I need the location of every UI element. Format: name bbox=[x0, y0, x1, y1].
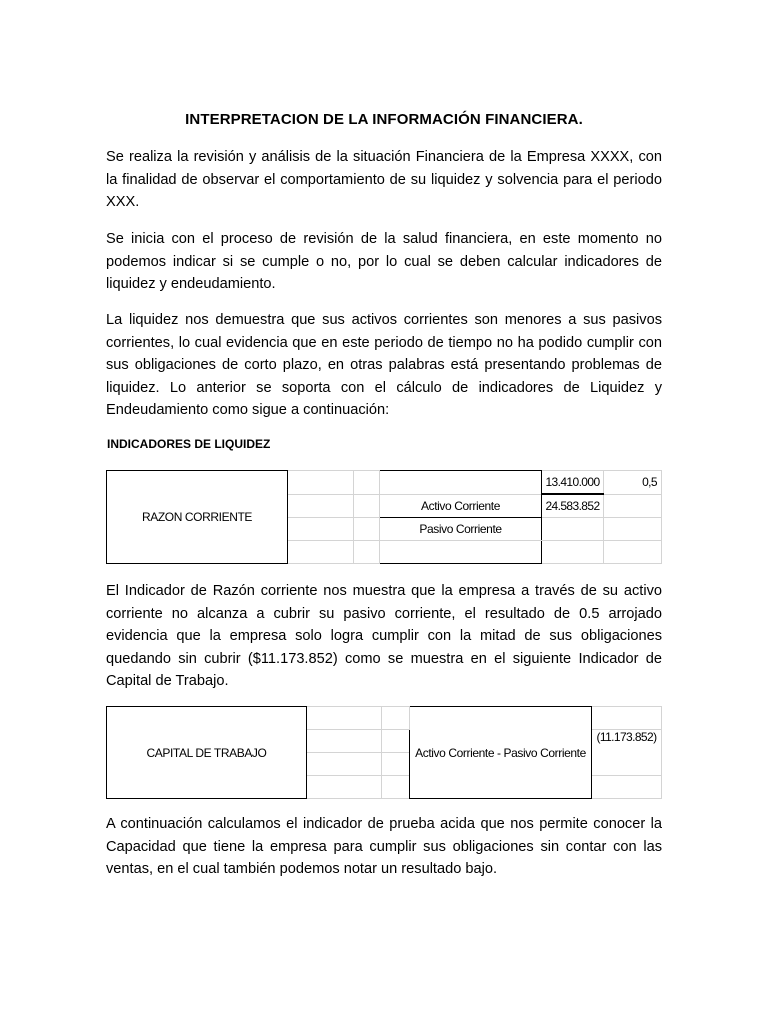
empty-cell bbox=[604, 494, 662, 518]
empty-cell bbox=[592, 707, 662, 730]
paragraph-liquidity: La liquidez nos demuestra que sus activos corrientes son menores a sus pasivos corrientes, lo cual evidencia que en este periodo de tiempo no ha podido cumplir con sus obligaciones de corto plazo, en otras palabras está presentando problemas de liquidez. Lo anterior se soporta con el cálculo de indicadores de Liquidez y Endeudamiento como sigue a continuación: bbox=[106, 312, 662, 419]
empty-cell bbox=[354, 494, 380, 518]
paragraph-intro: Se realiza la revisión y análisis de la situación Financiera de la Empresa XXXX, con la finalidad de observar el comportamiento de su liquidez y solvencia para el periodo XXX. bbox=[106, 149, 662, 211]
empty-cell bbox=[382, 707, 410, 730]
empty-cell bbox=[288, 518, 354, 541]
capital-trabajo-result: (11.173.852) bbox=[592, 730, 662, 776]
denominator-label: Pasivo Corriente bbox=[380, 518, 542, 541]
razon-corriente-label: RAZON CORRIENTE bbox=[107, 471, 288, 564]
empty-cell bbox=[380, 471, 542, 495]
empty-cell bbox=[382, 776, 410, 799]
razon-corriente-result: 0,5 bbox=[604, 471, 662, 495]
empty-cell bbox=[542, 541, 604, 564]
capital-trabajo-formula: Activo Corriente - Pasivo Corriente bbox=[410, 707, 592, 799]
empty-cell bbox=[542, 518, 604, 541]
capital-trabajo-label: CAPITAL DE TRABAJO bbox=[107, 707, 307, 799]
empty-cell bbox=[382, 753, 410, 776]
empty-cell bbox=[288, 471, 354, 495]
empty-cell bbox=[354, 518, 380, 541]
empty-cell bbox=[354, 541, 380, 564]
empty-cell bbox=[288, 494, 354, 518]
empty-cell bbox=[604, 518, 662, 541]
empty-cell bbox=[307, 707, 382, 730]
paragraph-razon-corriente: El Indicador de Razón corriente nos muestra que la empresa a través de su activo corriente no alcanza a cubrir su pasivo corriente, el resultado de 0.5 arrojado evidencia que la empresa solo logra cumplir con la mitad de sus obligaciones quedando sin cubrir ($11.173.852) como se muestra en el siguiente Indicador de Capital de Trabajo. bbox=[106, 583, 662, 690]
numerator-label: Activo Corriente bbox=[380, 494, 542, 518]
empty-cell bbox=[307, 776, 382, 799]
denominator-value: 24.583.852 bbox=[542, 494, 604, 518]
empty-cell bbox=[354, 471, 380, 495]
empty-cell bbox=[592, 776, 662, 799]
empty-cell bbox=[307, 730, 382, 753]
empty-cell bbox=[382, 730, 410, 753]
empty-cell bbox=[604, 541, 662, 564]
numerator-value: 13.410.000 bbox=[542, 471, 604, 495]
razon-corriente-table bbox=[106, 470, 662, 564]
paragraph-prueba-acida: A continuación calculamos el indicador de prueba acida que nos permite conocer la Capacidad que tiene la empresa para cumplir sus obligaciones sin contar con las ventas, en el cual también podemos notar un resultado bajo. bbox=[106, 816, 662, 878]
capital-trabajo-table bbox=[106, 706, 662, 799]
paragraph-process: Se inicia con el proceso de revisión de la salud financiera, en este momento no podemos indicar si se cumple o no, por lo cual se deben calcular indicadores de liquidez y endeudamiento. bbox=[106, 231, 662, 293]
empty-cell bbox=[380, 541, 542, 564]
liquidity-heading: INDICADORES DE LIQUIDEZ bbox=[107, 437, 271, 451]
empty-cell bbox=[288, 541, 354, 564]
document-title: INTERPRETACION DE LA INFORMACIÓN FINANCIERA. bbox=[185, 111, 583, 128]
empty-cell bbox=[307, 753, 382, 776]
